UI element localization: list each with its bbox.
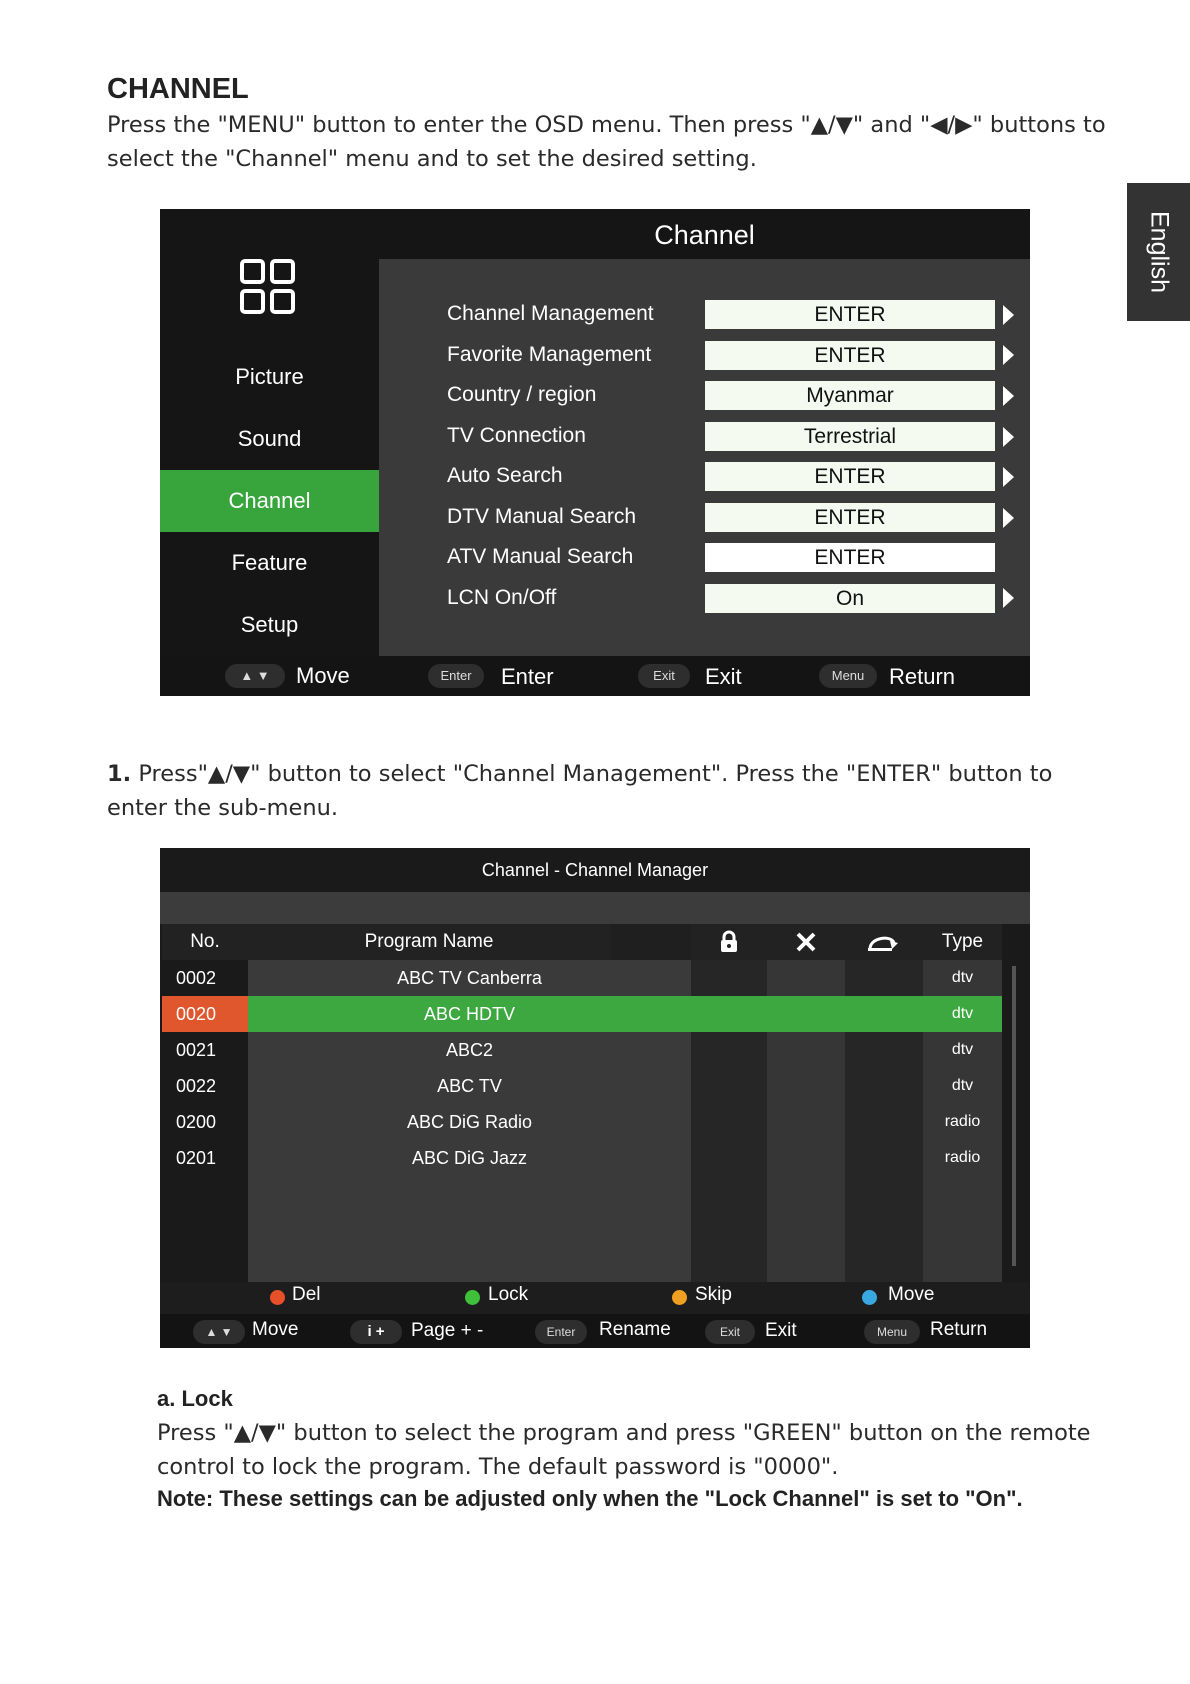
right-arrow-icon: [1003, 588, 1014, 608]
row-label-dtv-manual-search[interactable]: DTV Manual Search: [447, 505, 637, 528]
hint-exit: Exit: [705, 664, 742, 689]
hint-exit: Exit: [765, 1320, 797, 1341]
row-name: ABC HDTV: [423, 1004, 515, 1024]
row-name: ABC DiG Jazz: [411, 1148, 528, 1168]
row-label-atv-manual-search[interactable]: ATV Manual Search: [447, 545, 634, 568]
hint-return: Return: [889, 664, 956, 689]
language-label: English: [1145, 211, 1174, 293]
red-dot-icon: [270, 1290, 285, 1305]
menu-key-icon: Menu: [819, 664, 877, 688]
blue-dot-icon: [862, 1290, 877, 1305]
row-no: 0020: [176, 1004, 217, 1024]
sidebar-item-setup[interactable]: Setup: [240, 612, 299, 637]
sidebar-item-picture[interactable]: Picture: [235, 364, 304, 389]
right-arrow-icon: [1003, 345, 1014, 365]
legend-move: Move: [888, 1284, 935, 1305]
enter-key-icon: Enter: [428, 664, 484, 688]
row-value-channel-management[interactable]: ENTER: [705, 300, 995, 329]
language-tab: [1127, 183, 1190, 321]
row-no: 0002: [176, 968, 217, 988]
legend-skip: Skip: [695, 1284, 732, 1305]
header-skip: [845, 924, 923, 960]
row-label-favorite-management[interactable]: Favorite Management: [447, 343, 652, 366]
intro-paragraph: Press the "MENU" button to enter the OSD menu. Then press "▲/▼" and "◀/▶" buttons to select the "Channel" menu and to set the desired setting.: [107, 112, 1106, 172]
enter-key-icon: Enter: [535, 1320, 587, 1344]
hint-move: Move: [252, 1319, 299, 1340]
lock-paragraph: Press "▲/▼" button to select the program and press "GREEN" button on the remote control to lock the program. The default password is "0000".: [157, 1420, 1091, 1480]
yellow-dot-icon: [672, 1290, 687, 1305]
hint-return: Return: [930, 1319, 988, 1340]
row-value-lcn-on-off[interactable]: On: [705, 584, 995, 613]
header-filler: [610, 924, 691, 960]
up-down-key-icon: ▲ ▼: [193, 1320, 245, 1344]
row-value-atv-manual-search[interactable]: ENTER: [705, 543, 995, 572]
right-arrow-icon: [1003, 305, 1014, 325]
step-text: Press"▲/▼" button to select "Channel Management". Press the "ENTER" button to enter the sub-menu.: [107, 761, 1053, 821]
row-value-tv-connection[interactable]: Terrestrial: [705, 422, 995, 451]
exit-key-icon: Exit: [638, 664, 690, 688]
hint-move: Move: [296, 663, 350, 688]
header-lock: [691, 924, 767, 960]
right-arrow-icon: [1003, 508, 1014, 528]
row-label-lcn-on-off[interactable]: LCN On/Off: [447, 586, 557, 609]
osd-title-bar: [379, 209, 1030, 259]
right-arrow-icon: [1003, 427, 1014, 447]
step-number: 1.: [107, 761, 132, 787]
sidebar-item-channel[interactable]: Channel: [160, 470, 379, 532]
skip-icon: [866, 931, 902, 953]
osd-sidebar: [160, 209, 379, 656]
menu-key-icon: Menu: [864, 1320, 920, 1344]
row-value-auto-search[interactable]: ENTER: [705, 462, 995, 491]
hint-rename: Rename: [599, 1319, 671, 1340]
row-no: 0021: [176, 1040, 217, 1060]
row-label-auto-search[interactable]: Auto Search: [447, 464, 563, 487]
row-type: radio: [944, 1113, 981, 1130]
hint-page: Page + -: [411, 1320, 484, 1341]
right-arrow-icon: [1003, 467, 1014, 487]
row-label-channel-management[interactable]: Channel Management: [447, 302, 654, 325]
channel-manager-screenshot: [160, 848, 1030, 1348]
legend-lock: Lock: [488, 1284, 529, 1305]
close-icon: [795, 931, 817, 953]
right-arrow-icon: [1003, 386, 1014, 406]
sidebar-item-feature[interactable]: Feature: [231, 550, 308, 575]
legend-del: Del: [292, 1284, 321, 1305]
header-delete: [767, 924, 845, 960]
hint-enter: Enter: [501, 664, 554, 689]
row-no: 0022: [176, 1076, 217, 1096]
up-down-key-icon: ▲ ▼: [225, 664, 285, 688]
lock-heading: a. Lock: [157, 1386, 233, 1411]
row-name: ABC DiG Radio: [406, 1112, 533, 1132]
lock-icon: [718, 930, 740, 954]
header-program-name: Program Name: [248, 924, 610, 960]
info-plus-key-icon: i +: [350, 1320, 402, 1344]
scrollbar[interactable]: [1012, 966, 1016, 1266]
header-type: Type: [923, 924, 1002, 960]
row-value-favorite-management[interactable]: ENTER: [705, 341, 995, 370]
row-name: ABC2: [445, 1040, 494, 1060]
row-type: dtv: [951, 1005, 974, 1022]
row-no: 0201: [176, 1148, 217, 1168]
osd-title: Channel: [654, 220, 755, 250]
channel-menu-screenshot: [160, 209, 1030, 696]
row-type: dtv: [951, 1041, 974, 1058]
lock-note: Note: These settings can be adjusted only when the "Lock Channel" is set to "On".: [157, 1486, 1023, 1511]
green-dot-icon: [465, 1290, 480, 1305]
section-heading: CHANNEL: [107, 73, 249, 105]
row-no: 0200: [176, 1112, 217, 1132]
row-value-dtv-manual-search[interactable]: ENTER: [705, 503, 995, 532]
manager-title: Channel - Channel Manager: [160, 848, 1030, 892]
sidebar-item-sound[interactable]: Sound: [237, 426, 302, 451]
row-type: radio: [944, 1149, 981, 1166]
row-type: dtv: [951, 969, 974, 986]
exit-key-icon: Exit: [705, 1320, 755, 1344]
osd-footer: [160, 656, 1030, 696]
row-label-country-region[interactable]: Country / region: [447, 383, 597, 406]
row-label-tv-connection[interactable]: TV Connection: [447, 424, 586, 447]
step-1-paragraph: [107, 757, 1107, 825]
row-type: dtv: [951, 1077, 974, 1094]
row-value-country-region[interactable]: Myanmar: [705, 381, 995, 410]
manager-footer: [160, 1314, 1030, 1348]
header-no: No.: [162, 924, 248, 960]
row-name: ABC TV: [437, 1076, 502, 1096]
menu-grid-icon: [240, 259, 298, 317]
row-name: ABC TV Canberra: [397, 968, 542, 988]
title-band: [160, 892, 1030, 924]
